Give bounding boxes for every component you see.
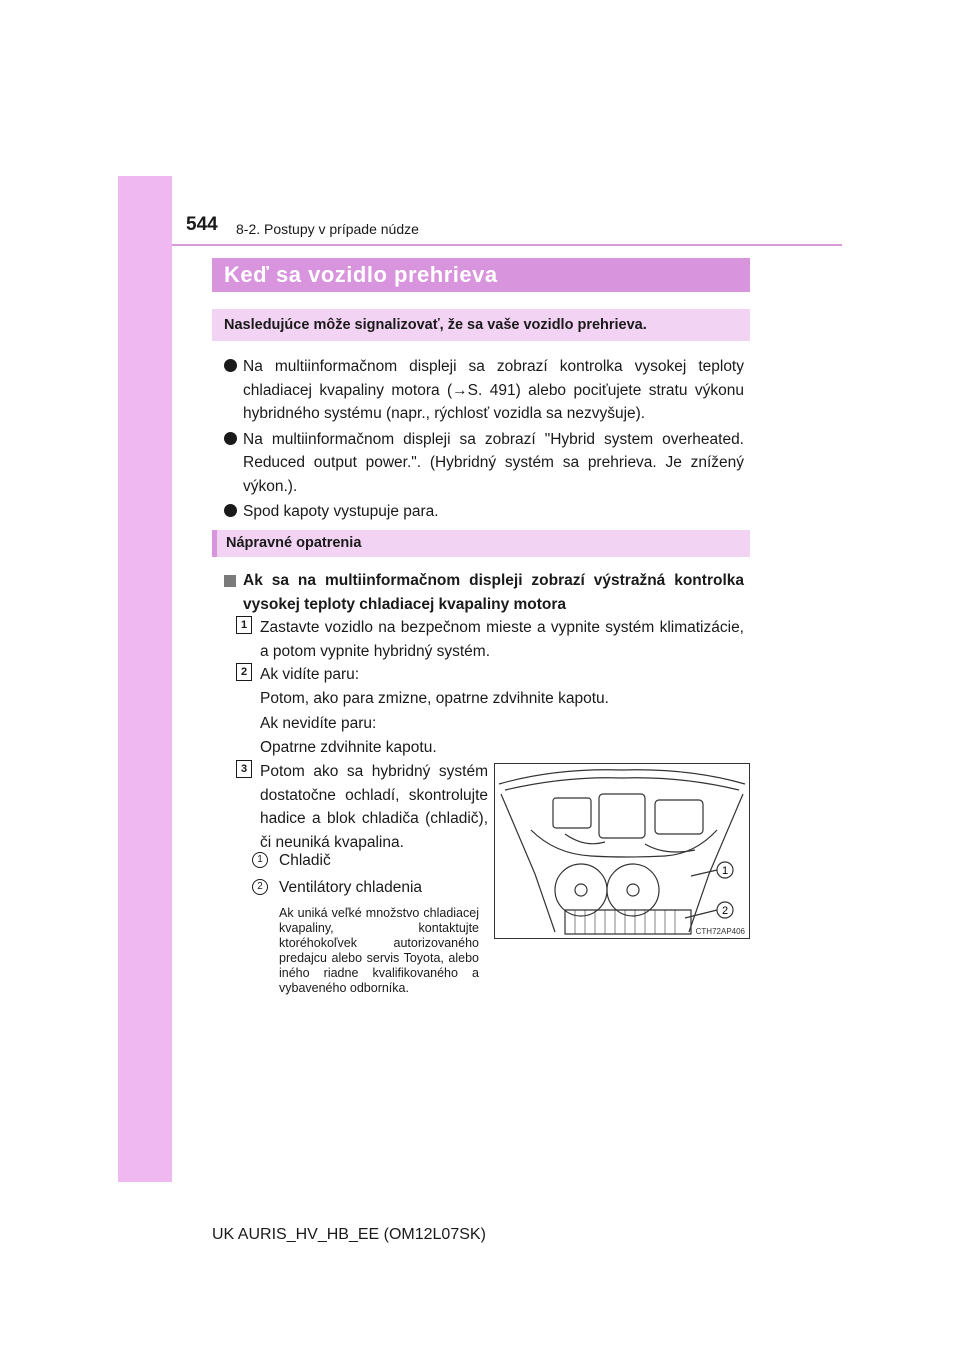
- step-number-2: 2: [236, 663, 252, 681]
- list-item: Na multiinformačnom displeji sa zobrazí kontrolka vysokej teploty chladiacej kvapaliny motora (→S. 491) alebo pociťujete stratu výkonu hybridného systému (napr., rýchlosť vozidla sa nezvyšuje).: [224, 355, 744, 426]
- list-item: Na multiinformačnom displeji sa zobrazí "Hybrid system overheated. Reduced output power.". (Hybridný systém sa prehrieva. Je znížený výkon.).: [224, 428, 744, 499]
- square-bullet-icon: [224, 575, 236, 587]
- step-1-text: Zastavte vozidlo na bezpečnom mieste a vypnite systém klimatizácie, a potom vypnite hybridný systém.: [260, 619, 744, 660]
- chapter-side-tab: [118, 176, 172, 1182]
- engine-bay-drawing: [495, 764, 749, 938]
- figure-code: CTH72AP406: [695, 927, 745, 936]
- engine-bay-illustration: [494, 763, 750, 939]
- item-number-2: 2: [252, 879, 268, 895]
- leak-note: Ak uniká veľké množstvo chladiacej kvapaliny, kontaktujte ktoréhokoľvek autorizovaného predajcu alebo servis Toyota, alebo iného riadne kvalifikovaného a vybaveného odborníka.: [279, 906, 479, 995]
- callout-1: 1: [721, 865, 729, 877]
- chapter-title: 8-2. Postupy v prípade núdze: [236, 221, 419, 237]
- indicator-heading: Ak sa na multiinformačnom displeji zobrazí výstražná kontrolka vysokej teploty chladiacej kvapaliny motora: [224, 569, 744, 616]
- header-rule: [172, 244, 842, 246]
- step-2-no-steam-text: Ak nevidíte paru: Opatrne zdvihnite kapotu.: [260, 715, 437, 756]
- item-label-fans: Ventilátory chladenia: [279, 879, 423, 896]
- item-label-radiator: Chladič: [279, 852, 331, 869]
- intro-text: Nasledujúce môže signalizovať, že sa vaše vozidlo prehrieva.: [212, 309, 750, 341]
- step-number-1: 1: [236, 616, 252, 634]
- symptom-list: [224, 355, 744, 526]
- list-item: Spod kapoty vystupuje para.: [224, 500, 744, 524]
- callout-2: 2: [721, 905, 729, 917]
- step-2-steam-text: Ak vidíte paru: Potom, ako para zmizne, opatrne zdvihnite kapotu.: [260, 666, 609, 707]
- bullet-icon: [224, 504, 237, 517]
- step-3-text: Potom ako sa hybridný systém dostatočne ochladí, skontrolujte hadice a blok chladiča (chladič), či neuniká kvapalina.: [260, 763, 488, 851]
- footer-model-code: UK AURIS_HV_HB_EE (OM12L07SK): [212, 1226, 486, 1243]
- section-title: Keď sa vozidlo prehrieva: [212, 258, 750, 292]
- bullet-icon: [224, 359, 237, 372]
- step-number-3: 3: [236, 760, 252, 778]
- subsection-title: Nápravné opatrenia: [212, 530, 750, 557]
- page-number: 544: [186, 214, 218, 235]
- bullet-icon: [224, 432, 237, 445]
- item-number-1: 1: [252, 852, 268, 868]
